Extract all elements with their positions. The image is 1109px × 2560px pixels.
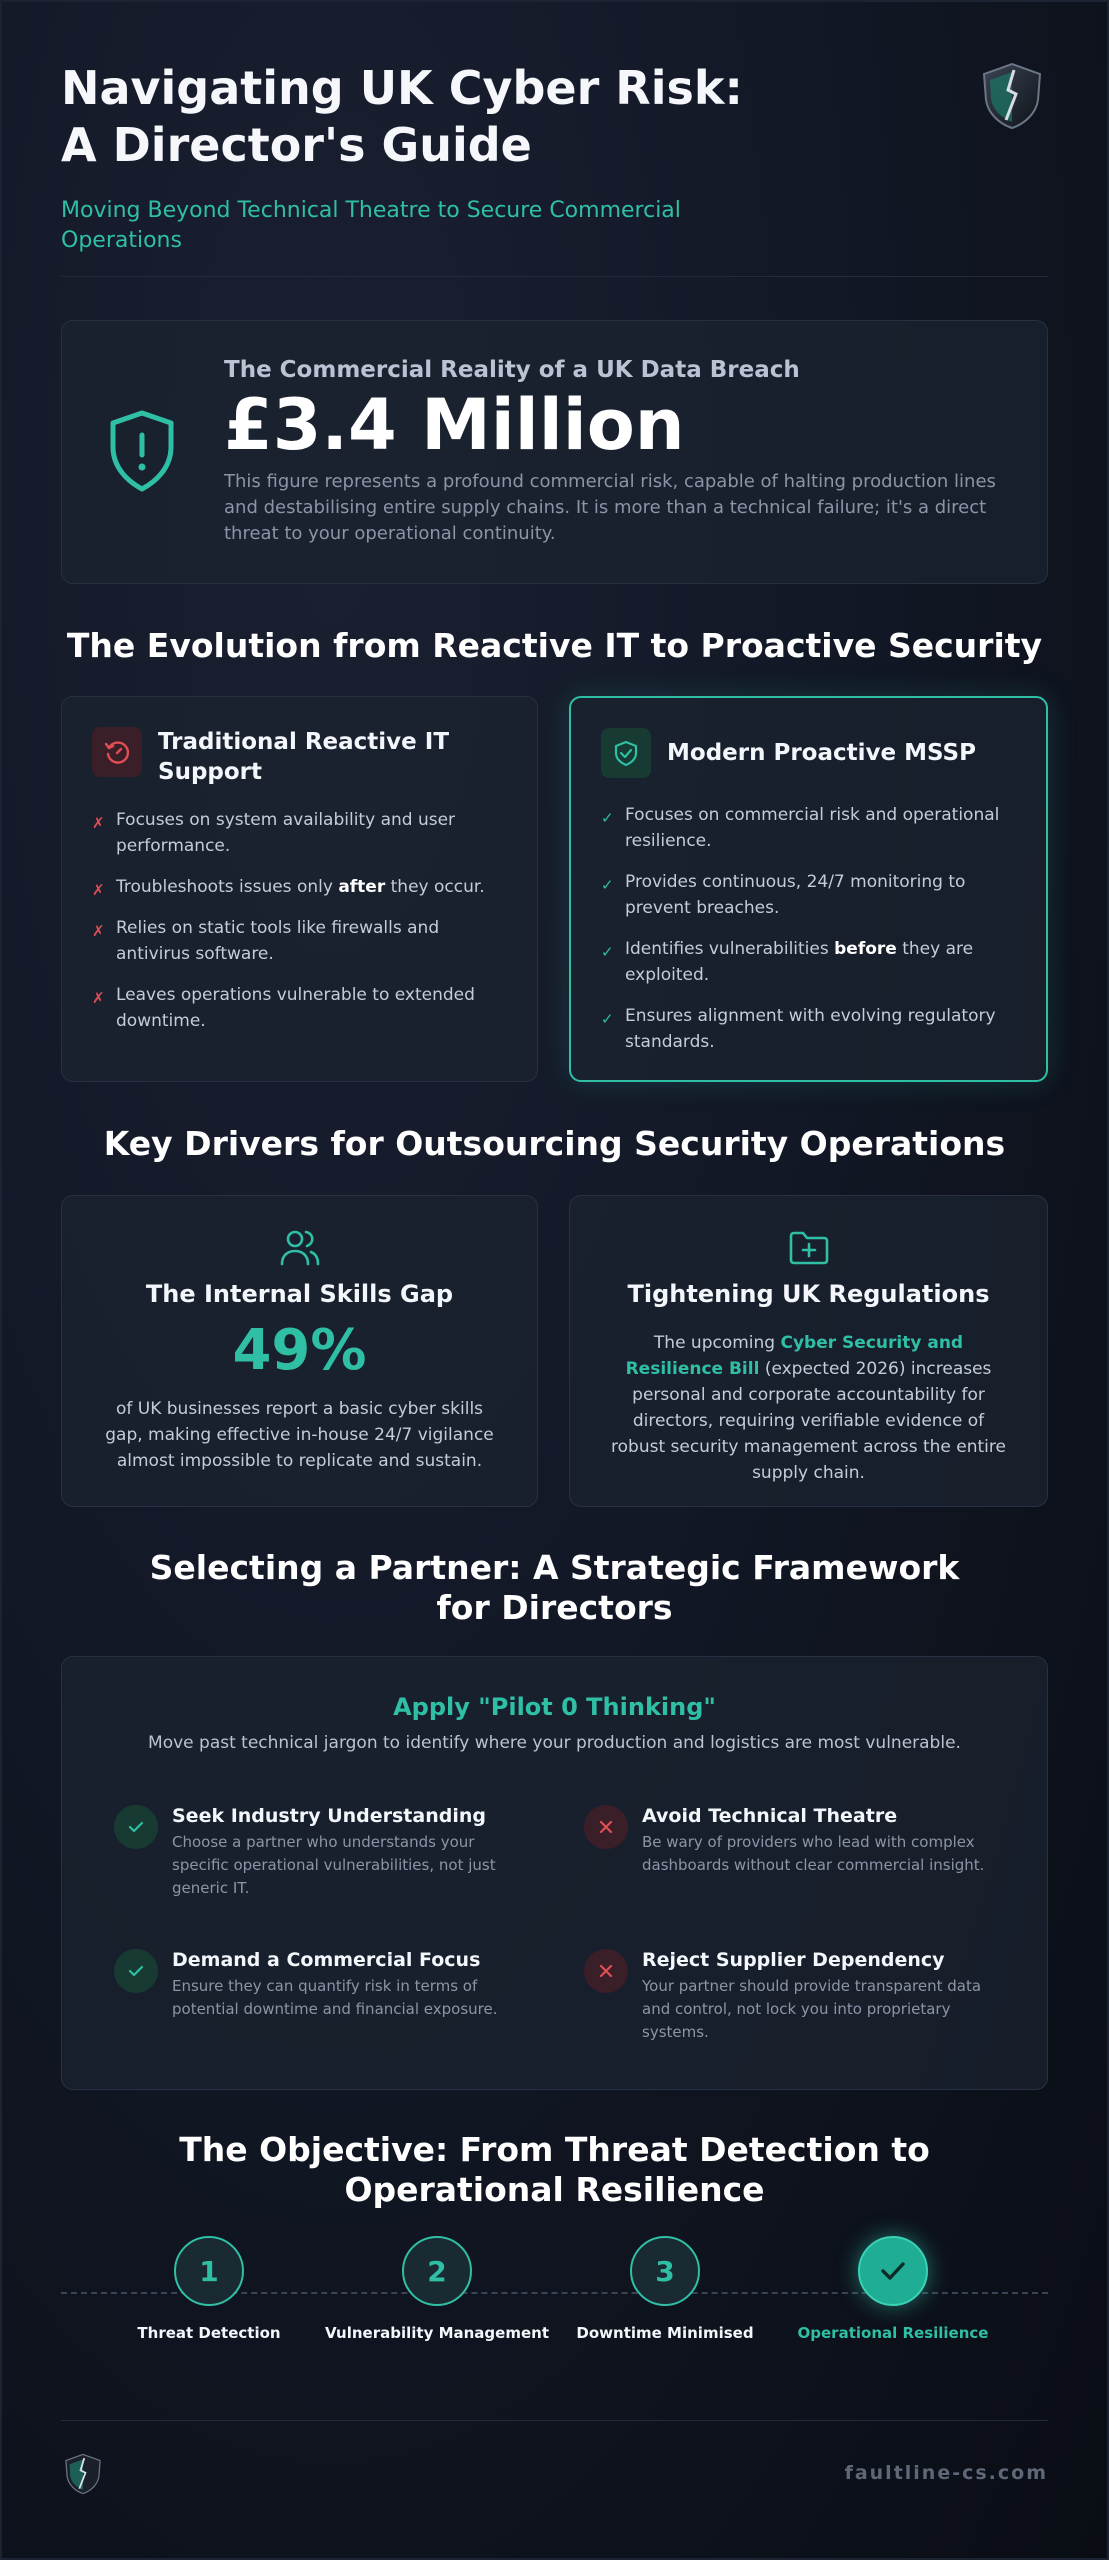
skills-gap-title: The Internal Skills Gap [145,1280,454,1308]
breach-cost-value: £3.4 Million [224,384,685,466]
framework-card [61,1656,1048,2090]
framework-heading: Apply "Pilot 0 Thinking" [393,1693,716,1721]
framework-item-description: Your partner should provide transparent data and control, not lock you into proprietary systems. [642,1977,982,2041]
traditional-it-title: Traditional Reactive IT Support [158,729,450,785]
check-icon [858,2236,928,2306]
list-item-emphasis: after [338,877,386,897]
modern-mssp-title: Modern Proactive MSSP [667,740,976,766]
check-icon: ✓ [601,1010,614,1028]
check-icon: ✓ [601,943,614,961]
timeline-step-number: 2 [402,2236,472,2306]
timeline-step [545,2236,785,2342]
list-item-text: they are exploited. [625,939,974,985]
list-item-text: Relies on static tools like firewalls and antivirus software. [116,918,440,964]
list-item-emphasis: before [834,939,897,959]
framework-item-description: Be wary of providers who lead with complex dashboards without clear commercial insight. [642,1833,985,1874]
timeline-step-label: Operational Resilience [797,2324,989,2342]
list-item [601,869,1016,921]
timeline-step-label: Vulnerability Management [324,2324,549,2342]
traditional-it-header [92,727,507,787]
check-icon [114,1949,158,1993]
regulations-text: (expected 2026) increases personal and corporate accountability for directors, requiring verifiable evidence of robust security management across the entire supply chain. [611,1359,1006,1483]
folder-plus-icon [570,1226,1047,1270]
framework-item-description: Ensure they can quantify risk in terms of potential downtime and financial exposure. [172,1977,498,2018]
title-line-2: A Director's Guide [61,118,532,172]
modern-mssp-list [601,802,1016,1070]
traditional-it-card [61,696,538,1082]
evolution-section-title: The Evolution from Reactive IT to Proactive Security [66,626,1043,665]
skills-gap-card [61,1195,538,1507]
list-item-text: Focuses on commercial risk and operational resilience. [625,805,1000,851]
regulations-bill-name: Cyber Security and Resilience Bill [625,1333,964,1379]
list-item-text: Leaves operations vulnerable to extended downtime. [116,985,475,1031]
timeline-step-label: Threat Detection [137,2324,281,2342]
footer-domain: faultline-cs.com [844,2462,1048,2484]
list-item-text: they occur. [385,877,485,897]
breach-cost-card [61,320,1048,584]
framework-item-title: Avoid Technical Theatre [642,1805,898,1827]
check-icon [114,1805,158,1849]
objective-section-title: The Objective: From Threat Detection to Operational Resilience [179,2130,930,2209]
x-icon: ✗ [92,881,105,899]
list-item [92,807,507,859]
header-divider [61,276,1048,277]
framework-item-title: Demand a Commercial Focus [172,1949,481,1971]
regulations-text: The upcoming [653,1333,781,1353]
framework-subheading: Move past technical jargon to identify where your production and logistics are most vulnerable. [148,1733,961,1753]
timeline-step-number: 1 [174,2236,244,2306]
x-icon [584,1949,628,1993]
regulations-title: Tightening UK Regulations [627,1280,990,1308]
list-item [601,936,1016,988]
framework-section-title: Selecting a Partner: A Strategic Framework for Directors [149,1548,960,1627]
shield-alert-icon [107,409,177,493]
timeline-step [89,2236,329,2342]
faultline-logo-icon [976,60,1048,132]
users-icon [62,1226,537,1270]
page-header [61,60,1048,280]
skills-gap-value: 49% [232,1318,367,1383]
framework-item-title: Reject Supplier Dependency [642,1949,945,1971]
footer-divider [61,2420,1048,2421]
timer-reset-icon [92,727,142,777]
modern-mssp-card [569,696,1048,1082]
x-icon: ✗ [92,989,105,1007]
check-icon: ✓ [601,809,614,827]
timeline-step-label: Downtime Minimised [576,2324,754,2342]
breach-cost-text [224,357,1007,547]
framework-item-description: Choose a partner who understands your specific operational vulnerabilities, not just generic IT. [172,1833,496,1897]
regulations-description [604,1330,1013,1486]
traditional-it-list [92,807,507,1049]
page-title [61,60,781,174]
list-item-text: Provides continuous, 24/7 monitoring to prevent breaches. [625,872,966,918]
list-item [601,802,1016,854]
skills-gap-description: of UK businesses report a basic cyber skills gap, making effective in-house 24/7 vigilance almost impossible to replicate and sustain. [105,1399,494,1471]
check-icon: ✓ [601,876,614,894]
list-item-text: Focuses on system availability and user performance. [116,810,456,856]
breach-cost-label: The Commercial Reality of a UK Data Breach [224,357,800,383]
shield-check-icon [601,728,651,778]
x-icon [584,1805,628,1849]
list-item [601,1003,1016,1055]
list-item-text: Troubleshoots issues only [116,877,339,897]
list-item [92,982,507,1034]
modern-mssp-header [601,728,1016,788]
x-icon: ✗ [92,814,105,832]
timeline-step-number: 3 [630,2236,700,2306]
regulations-card [569,1195,1048,1507]
list-item [92,915,507,967]
faultline-logo-icon [61,2452,105,2496]
x-icon: ✗ [92,922,105,940]
drivers-section-title: Key Drivers for Outsourcing Security Operations [103,1124,1006,1163]
list-item [92,874,507,900]
list-item-text: Ensures alignment with evolving regulatory standards. [625,1006,996,1052]
timeline-step [317,2236,557,2342]
breach-cost-description: This figure represents a profound commercial risk, capable of halting production lines and destabilising entire supply chains. It is more than a technical failure; it's a direct threat to your operational continuity. [224,471,996,544]
timeline-step [773,2236,1013,2342]
title-line-1: Navigating UK Cyber Risk: [61,61,743,115]
page-subtitle: Moving Beyond Technical Theatre to Secure Commercial Operations [61,198,681,253]
list-item-text: Identifies vulnerabilities [625,939,835,959]
framework-item-title: Seek Industry Understanding [172,1805,486,1827]
